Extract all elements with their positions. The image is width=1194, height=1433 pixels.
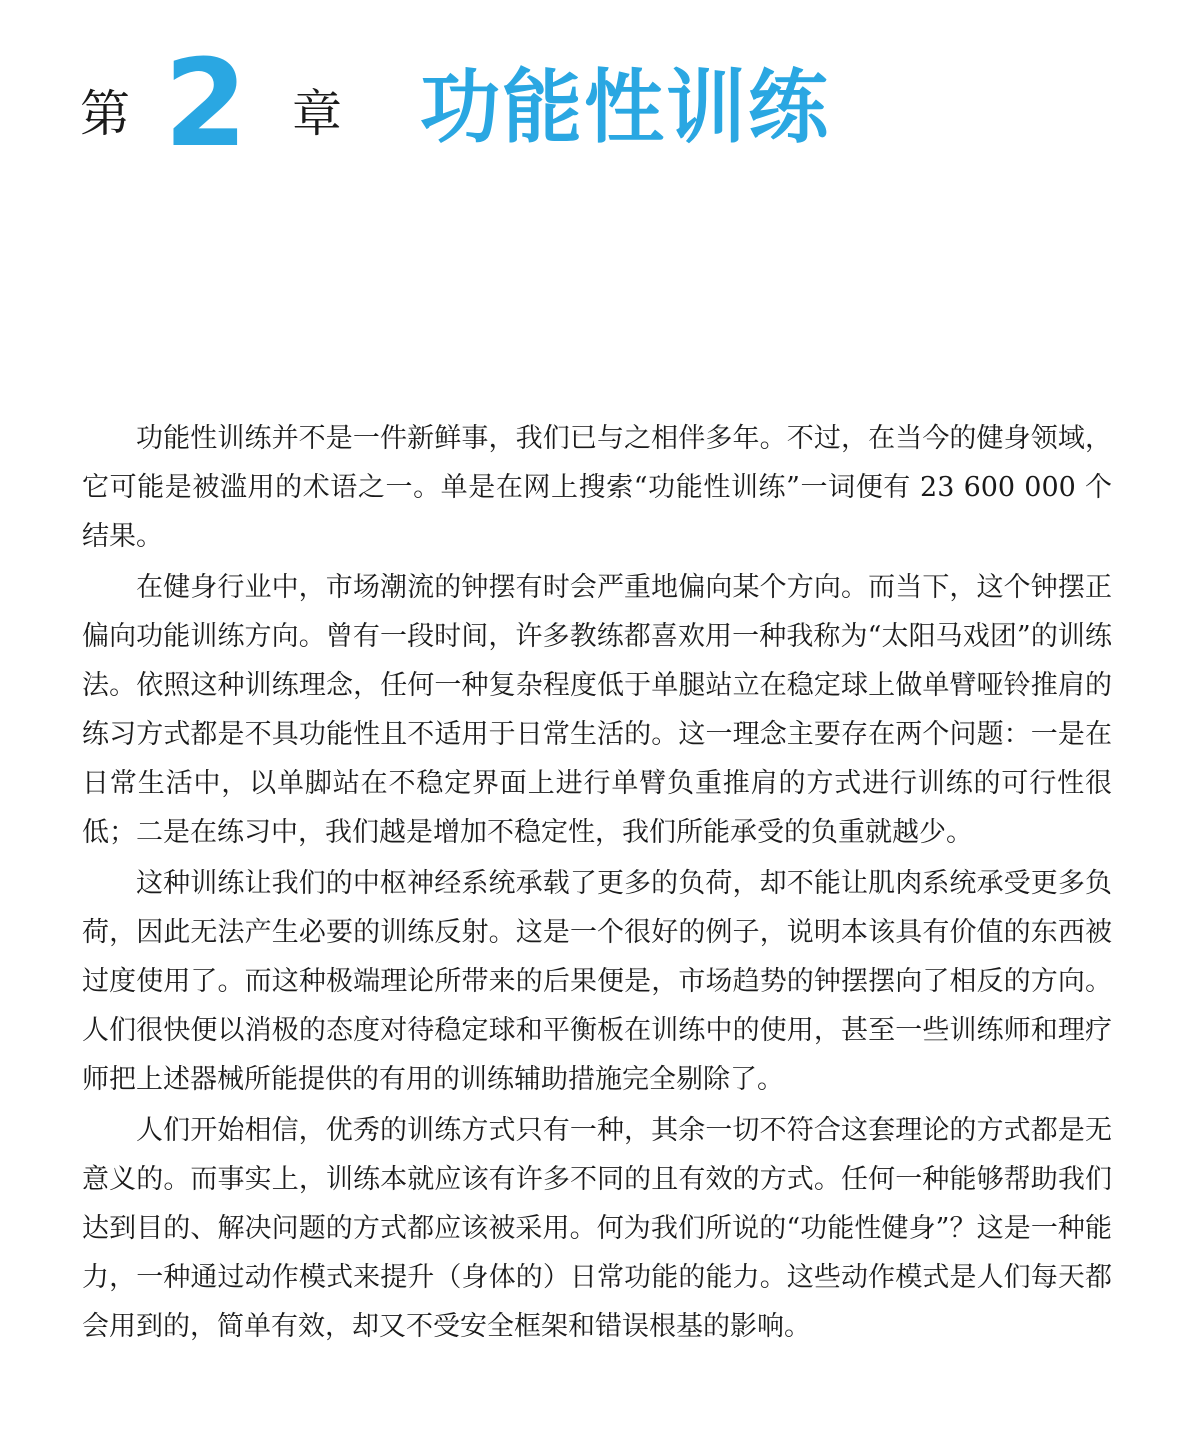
chapter-suffix: 章 — [292, 85, 342, 143]
paragraph-4: 人们开始相信，优秀的训练方式只有一种，其余一切不符合这套理论的方式都是无意义的。而事实上，训练本就应该有许多不同的且有效的方式。任何一种能够帮助我们达到目的、解决问题的方式都应该被采用。何为我们所说的“功能性健身”？这是一种能力，一种通过动作模式来提升（身体的）日常功能的能力。这些动作模式是人们每天都会用到的，简单有效，却又不受安全框架和错误根基的影响。 — [82, 1115, 1112, 1342]
paragraph-2: 在健身行业中，市场潮流的钟摆有时会严重地偏向某个方向。而当下，这个钟摆正偏向功能训练方向。曾有一段时间，许多教练都喜欢用一种我称为“太阳马戏团”的训练法。依照这种训练理念，任何一种复杂程度低于单腿站立在稳定球上做单臂哑铃推肩的练习方式都是不具功能性且不适用于日常生活的。这一理念主要存在两个问题：一是在日常生活中，以单脚站在不稳定界面上进行单臂负重推肩的方式进行训练的可行性很低；二是在练习中，我们越是增加不稳定性，我们所能承受的负重就越少。 — [82, 572, 1112, 848]
chapter-number: 2 — [164, 35, 248, 174]
paragraph-3: 这种训练让我们的中枢神经系统承载了更多的负荷，却不能让肌肉系统承受更多负荷，因此无法产生必要的训练反射。这是一个很好的例子，说明本该具有价值的东西被过度使用了。而这种极端理论所带来的后果便是，市场趋势的钟摆摆向了相反的方向。人们很快便以消极的态度对待稳定球和平衡板在训练中的使用，甚至一些训练师和理疗师把上述器械所能提供的有用的训练辅助措施完全剔除了。 — [82, 868, 1112, 1095]
chapter-prefix: 第 — [80, 85, 130, 143]
paragraph-1: 功能性训练并不是一件新鲜事，我们已与之相伴多年。不过，在当今的健身领域，它可能是被滥用的术语之一。单是在网上搜索“功能性训练”一词便有 23 600 000 个结果。 — [82, 423, 1112, 552]
body-text — [82, 414, 1112, 1353]
chapter-title: 功能性训练 — [420, 61, 830, 154]
